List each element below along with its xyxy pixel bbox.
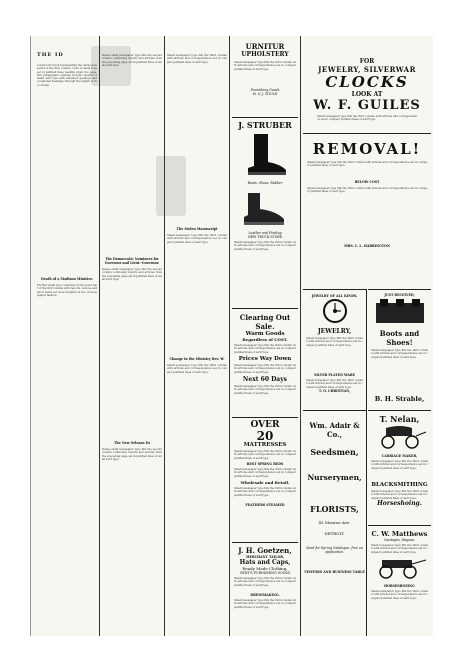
ad-goetzen xyxy=(232,542,298,636)
boots-line: Boots, Shoes, Rubber xyxy=(247,181,283,185)
visitors-line: VISITORS AND BUSINESS TABLE xyxy=(304,570,365,574)
new-store-line: NEW TRUCK STORE xyxy=(247,235,283,239)
dressmaking-line: DRESSMAKING. xyxy=(250,593,280,597)
clocks-heading: CLOCKS xyxy=(325,73,409,91)
best-beds: BEST SPRING BEDS xyxy=(246,462,284,466)
column-2-text-c: Dense small newspaper type fills the second column continuing reports and articles from the preceding page set in justified lines of small serif type. xyxy=(102,448,162,461)
wholesale-line: Wholesale and Retail. xyxy=(240,480,290,485)
column-3-text-c: Small newspaper type fills the third column with articles and correspondence set in compact justified lines of serif type. xyxy=(167,364,227,374)
column-5-ads xyxy=(303,36,431,636)
struber-heading: J. STRUBER xyxy=(238,120,292,130)
clearing-text-c: Small newspaper type fills the third column with articles and correspondence set in compact justified lines of serif type. xyxy=(234,385,296,395)
newspaper-page xyxy=(30,36,433,636)
boot-illustration xyxy=(240,132,290,177)
goetzen-heading: J. H. Goetzen, xyxy=(238,546,292,555)
christian-text: Small newspaper type fills the third column with articles and correspondence set in compact justified lines of serif type. xyxy=(306,337,363,347)
column-3-headline-a: The Stolen Manuscript xyxy=(176,227,218,231)
column-2-text: Dense small newspaper type fills the second column continuing reports and articles from the preceding page set in justified lines of small serif type. xyxy=(102,54,162,67)
ad-clearing-sale xyxy=(232,308,298,417)
mattresses-heading: MATTRESSES xyxy=(243,442,287,448)
column-rule xyxy=(229,36,230,636)
removal-text: Small newspaper type fills the third column with articles and correspondence set in compact justified lines of serif type. xyxy=(307,161,427,168)
column-2-text-b: Dense small newspaper type fills the second column continuing reports and articles from the preceding page set in justified lines of small serif type. xyxy=(102,268,162,281)
hats-line: Hats and Caps, xyxy=(239,559,291,566)
ad-guiles xyxy=(303,36,431,132)
for-line: FOR xyxy=(359,58,375,65)
column-rule xyxy=(164,36,165,636)
column-3-text-b: Small newspaper type fills the third column with articles and correspondence set in compact justified lines of serif type. xyxy=(167,234,227,244)
just-received: JUST RECEIVED, xyxy=(384,293,415,297)
nelan-text-b: Small newspaper type fills the third column with articles and correspondence set in compact justified lines of serif type. xyxy=(371,490,428,500)
ad-strabie xyxy=(368,289,431,410)
goods-line: Furnishing Goods xyxy=(250,88,280,92)
jewelry-all: JEWELRY OF ALL KINDS. xyxy=(311,294,358,298)
removal-heading: REMOVAL! xyxy=(312,140,422,158)
address-line: 43 Monroe Ave. xyxy=(318,520,351,525)
nurserymen-heading: Nurserymen, xyxy=(307,473,362,482)
florists-heading: FLORISTS, xyxy=(310,504,359,514)
next-days: Next 60 Days xyxy=(242,376,288,383)
ready-line: Ready Made Clothing, xyxy=(242,566,288,571)
guiles-address: Small newspaper type fills the third column with articles and correspondence set in compact justified lines of serif type. xyxy=(317,115,417,122)
ad-struber xyxy=(232,117,298,308)
warm-goods: Warm Goods xyxy=(245,331,285,337)
column-4-ads xyxy=(232,36,298,636)
clearing-text-b: Small newspaper type fills the third column with articles and correspondence set in compact justified lines of serif type. xyxy=(234,364,296,374)
matthews-text: Small newspaper type fills the third column with articles and correspondence set in compact justified lines of serif type. xyxy=(371,544,428,554)
regardless-line: Regardless of COST. xyxy=(242,337,288,342)
clock-illustration xyxy=(315,298,355,324)
twenty-heading: 20 xyxy=(256,429,274,443)
seedsmen-heading: Seedsmen, xyxy=(310,447,359,457)
leather-line: Leather and Finding xyxy=(248,231,282,235)
clearing-text: Small newspaper type fills the third column with articles and correspondence set in compact justified lines of serif type. xyxy=(234,344,296,354)
wagon-illustration xyxy=(372,554,428,580)
column-3-headline-b: Change in the Ministry Rev. W. xyxy=(169,357,225,361)
column-1 xyxy=(37,36,97,636)
column-2-headline-b: The New Orleans Ex xyxy=(114,441,150,445)
mattress-text-c: Small newspaper type fills the third column with articles and correspondence set in compact justified lines of serif type. xyxy=(234,487,296,497)
upholstery-heading: UPHOLSTERY xyxy=(241,51,289,58)
struber-text: Small newspaper type fills the third column with articles and correspondence set in compact justified lines of serif type. xyxy=(234,241,296,251)
goods-sub: M. & J. GOULD xyxy=(252,92,278,96)
column-1-text-a: Lorem text block representing the dense newsprint of the first column, rows of small type set in justified lines reading down the page. Rev. paragraphs continue in tight columns of small serif type with indented openings and occasional headings through the length of the column. xyxy=(37,64,97,87)
removal-text-b: Small newspaper type fills the third column with articles and correspondence set in compact justified lines of serif type. xyxy=(307,187,427,194)
look-at: LOOK AT xyxy=(351,91,383,98)
ad-matthews xyxy=(368,525,431,636)
silver-plated: SILVER PLATED WARE xyxy=(314,373,355,377)
matthews-text-b: Small newspaper type fills the third column with articles and correspondence set in compact justified lines of serif type. xyxy=(371,590,428,600)
ad-nelan xyxy=(368,410,431,525)
blacksmithing-heading: BLACKSMITHING xyxy=(371,482,428,488)
ad-mattresses xyxy=(232,417,298,542)
over-heading: OVER xyxy=(250,420,280,430)
below-cost: BELOW COST xyxy=(354,180,380,184)
boots-shoes-heading: Boots and Shoes! xyxy=(379,329,420,347)
detroit-line: DETROIT. xyxy=(324,531,345,536)
shoe-illustration xyxy=(240,189,290,227)
carriages-line: Carriages, Wagons, xyxy=(383,538,416,542)
column-1-text-b: Further small type continues in the lower half of the first column with reports, notices and short items set close together in the old newspaper fashion. xyxy=(37,284,97,297)
column-1-headline: Death of a Madison Minister. xyxy=(41,277,93,281)
gents-line: GENT'S FURNISHING GOODS xyxy=(239,571,291,575)
ad-furniture xyxy=(232,36,298,116)
christian-name: T. O. CHRISTIAN, xyxy=(318,389,351,393)
dressmaking-text: Small newspaper type fills the third column with articles and correspondence set in compact justified lines of serif type. xyxy=(234,599,296,609)
feathers-line: FEATHERS STEAMED xyxy=(245,503,285,507)
mattress-text-b: Small newspaper type fills the third column with articles and correspondence set in compact justified lines of serif type. xyxy=(234,468,296,478)
strabie-text: Small newspaper type fills the third column with articles and correspondence set in compact justified lines of serif type. xyxy=(371,349,428,359)
merchant-line: MERCHANT TAILOR, xyxy=(246,555,284,559)
column-3-text: Small newspaper type fills the third column with articles and correspondence set in compact justified lines of serif type. xyxy=(167,54,227,64)
horseshoeing-heading: Horseshoing. xyxy=(377,500,422,507)
catalogue-line: Send for Spring Catalogue, free on application. xyxy=(306,546,363,554)
masthead-fragment: THE ID xyxy=(37,52,64,58)
guiles-heading: W. F. GUILES xyxy=(313,98,421,113)
column-3 xyxy=(167,36,227,636)
harrington: MRS. C. L. HARRINGTON xyxy=(344,244,390,248)
horseshoeing-line: HORSESHOEING xyxy=(384,584,415,588)
furniture-heading: URNITUR xyxy=(245,42,285,51)
column-rule xyxy=(300,36,301,636)
carriage-maker: CARRIAGE MAKER, xyxy=(381,454,418,458)
mattress-text: Small newspaper type fills the third column with articles and correspondence set in compact justified lines of serif type. xyxy=(234,450,296,460)
nelan-heading: T. Nelan, xyxy=(379,414,420,424)
christian-text-b: Small newspaper type fills the third column with articles and correspondence set in compact justified lines of serif type. xyxy=(306,379,363,389)
jewelry-heading: JEWELRY, xyxy=(317,328,352,335)
matthews-heading: C. W. Matthews xyxy=(371,530,428,538)
column-rule xyxy=(99,36,100,636)
column-2-headline-a: The Democratic Nominees for Governor and Lieut.-Governor. xyxy=(104,257,160,265)
column-2 xyxy=(102,36,162,636)
ad-christian xyxy=(303,289,367,410)
adair-heading: Wm. Adair & Co., xyxy=(309,421,360,439)
shoes-illustration xyxy=(372,297,428,325)
ad-removal xyxy=(303,133,431,289)
carriage-illustration xyxy=(372,424,428,450)
jewelry-silverware: JEWELRY, SILVERWAR xyxy=(318,65,416,74)
goetzen-text: Small newspaper type fills the third column with articles and correspondence set in compact justified lines of serif type. xyxy=(234,577,296,587)
furniture-text: Small newspaper type fills the third column with articles and correspondence set in compact justified lines of serif type. xyxy=(234,61,296,71)
clearing-heading: Clearing Out Sale. xyxy=(239,313,291,331)
strabie-heading: B. H. Strable, xyxy=(374,395,425,403)
ad-adair xyxy=(303,410,367,636)
prices-line: Prices Way Down xyxy=(238,356,292,362)
nelan-text: Small newspaper type fills the third column with articles and correspondence set in compact justified lines of serif type. xyxy=(371,460,428,470)
